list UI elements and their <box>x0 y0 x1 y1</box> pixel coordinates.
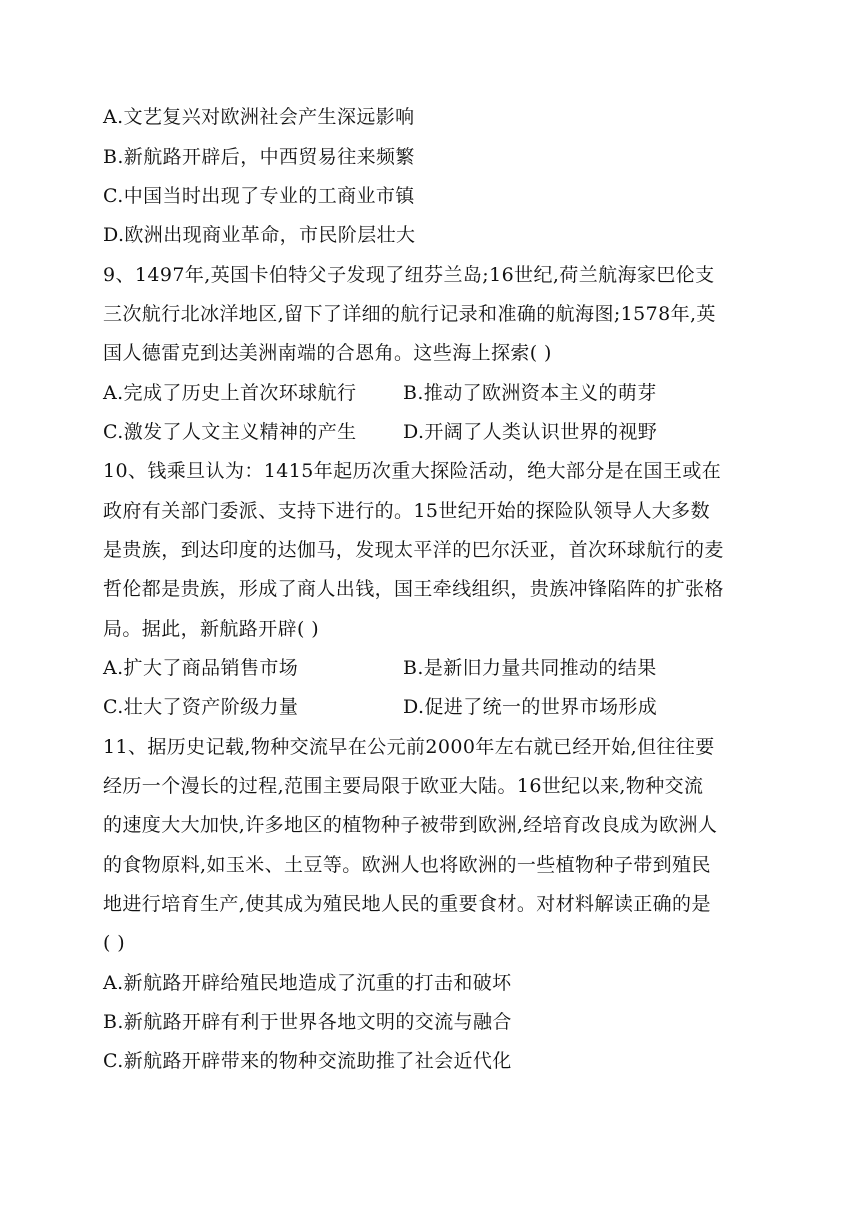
q11-option-a: A.新航路开辟给殖民地造成了沉重的打击和破坏 <box>103 972 512 994</box>
q11-stem-line-1: 11、据历史记载,物种交流早在公元前2000年左右就已经开始,但往往要 <box>103 736 715 758</box>
q11-stem-line-5: 地进行培育生产,使其成为殖民地人民的重要食材。对材料解读正确的是 <box>103 893 711 915</box>
q9-option-b: B.推动了欧洲资本主义的萌芽 <box>403 382 657 404</box>
q11-stem-line-3: 的速度大大加快,许多地区的植物种子被带到欧洲,经培育改良成为欧洲人 <box>103 814 718 836</box>
q9-option-a: A.完成了历史上首次环球航行 <box>103 382 357 404</box>
q9-option-d: D.开阔了人类认识世界的视野 <box>403 421 658 443</box>
q9-stem-line-1: 9、1497年,英国卡伯特父子发现了纽芬兰岛;16世纪,荷兰航海家巴伦支 <box>103 264 715 286</box>
q10-stem-line-5: 局。据此，新航路开辟( ) <box>103 618 320 640</box>
q11-option-c: C.新航路开辟带来的物种交流助推了社会近代化 <box>103 1050 512 1072</box>
q9-option-c: C.激发了人文主义精神的产生 <box>103 421 357 443</box>
q11-stem-line-4: 的食物原料,如玉米、土豆等。欧洲人也将欧洲的一些植物种子带到殖民 <box>103 854 711 876</box>
q8-option-d: D.欧洲出现商业革命，市民阶层壮大 <box>103 224 416 246</box>
q11-option-b: B.新航路开辟有利于世界各地文明的交流与融合 <box>103 1011 512 1033</box>
q10-option-c: C.壮大了资产阶级力量 <box>103 696 299 718</box>
q10-stem-line-1: 10、钱乘旦认为：1415年起历次重大探险活动，绝大部分是在国王或在 <box>103 460 722 482</box>
q8-option-c: C.中国当时出现了专业的工商业市镇 <box>103 185 415 207</box>
q11-answer-blank: ( ) <box>103 932 126 954</box>
q11-stem-line-2: 经历一个漫长的过程,范围主要局限于欧亚大陆。16世纪以来,物种交流 <box>103 775 704 797</box>
q8-option-b: B.新航路开辟后，中西贸易往来频繁 <box>103 146 415 168</box>
q10-option-b: B.是新旧力量共同推动的结果 <box>403 657 657 679</box>
q10-option-a: A.扩大了商品销售市场 <box>103 657 299 679</box>
q10-stem-line-4: 哲伦都是贵族，形成了商人出钱，国王牵线组织，贵族冲锋陷阵的扩张格 <box>103 578 724 600</box>
q10-option-d: D.促进了统一的世界市场形成 <box>403 696 658 718</box>
q8-option-a: A.文艺复兴对欧洲社会产生深远影响 <box>103 106 415 128</box>
q9-stem-line-3: 国人德雷克到达美洲南端的合恩角。这些海上探索( ) <box>103 342 552 364</box>
q10-stem-line-3: 是贵族，到达印度的达伽马，发现太平洋的巴尔沃亚，首次环球航行的麦 <box>103 539 724 561</box>
q10-stem-line-2: 政府有关部门委派、支持下进行的。15世纪开始的探险队领导人大多数 <box>103 500 710 522</box>
q9-stem-line-2: 三次航行北冰洋地区,留下了详细的航行记录和准确的航海图;1578年,英 <box>103 303 716 325</box>
